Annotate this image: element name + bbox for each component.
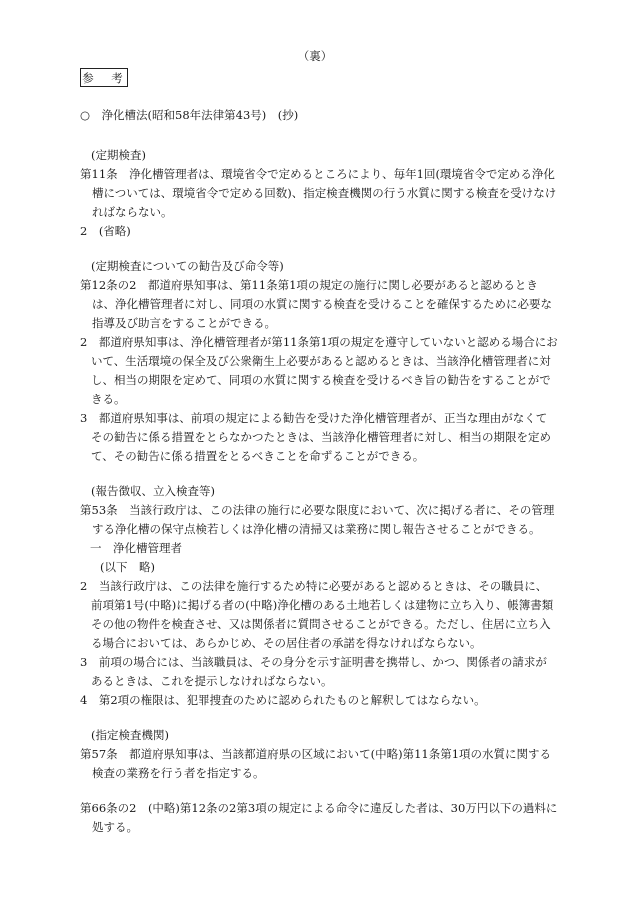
article-paragraph: 4 第2項の権限は、犯罪捜査のために認められたものと解釈してはならない。 (80, 693, 486, 707)
section-heading: (定期検査) (91, 148, 146, 162)
omission-note: (以下 略) (100, 560, 155, 574)
article-paragraph: 第53条 当該行政庁は、この法律の施行に必要な限度において、次に掲げる者に、その管理する浄化槽の保守点検若しくは浄化槽の清掃又は業務に関し報告させることができる。 (80, 503, 555, 536)
article-paragraph: 2 都道府県知事は、浄化槽管理者が第11条第1項の規定を遵守していないと認める場合において、生活環境の保全及び公衆衛生上必要があると認めるときは、当該浄化槽管理者に対し、相当の期限を定めて、同項の水質に関する検査を受けるべき旨の勧告をすることができる。 (80, 335, 558, 406)
article-paragraph: 3 都道府県知事は、前項の規定による勧告を受けた浄化槽管理者が、正当な理由がなくてその勧告に係る措置をとらなかつたときは、当該浄化槽管理者に対し、相当の期限を定めて、その勧告に係る措置をとるべきことを命ずることができる。 (80, 411, 551, 463)
law-section (80, 482, 558, 710)
law-section (80, 726, 558, 783)
law-section (80, 146, 558, 241)
article-paragraph: 3 前項の場合には、当該職員は、その身分を示す証明書を携帯し、かつ、関係者の請求があるときは、これを提示しなければならない。 (80, 655, 547, 688)
reference-label: 参 考 (82, 70, 126, 85)
law-section (80, 799, 558, 837)
article-paragraph: 2 当該行政庁は、この法律を施行するため特に必要があると認めるときは、その職員に、前項第1号(中略)に掲げる者の(中略)浄化槽のある土地若しくは建物に立ち入り、帳簿書類その他の物件を検査させ、又は関係者に質問させることができる。ただし、住居に立ち入る場合においては、あらかじめ、その居住者の承諾を得なければならない。 (80, 579, 554, 650)
article-paragraph: 第12条の2 都道府県知事は、第11条第1項の規定の施行に関し必要があると認めるときは、浄化槽管理者に対し、同項の水質に関する検査を受けることを確保するために必要な指導及び助言をすることができる。 (80, 278, 552, 330)
article-paragraph: 第11条 浄化槽管理者は、環境省令で定めるところにより、毎年1回(環境省令で定める浄化槽については、環境省令で定める回数)、指定検査機関の行う水質に関する検査を受けなければならない。 (80, 167, 557, 219)
section-heading: (報告徴収、立入検査等) (91, 484, 215, 498)
law-excerpt (80, 146, 558, 853)
article-paragraph: 第57条 都道府県知事は、当該都道府県の区域において(中略)第11条第1項の水質に関する検査の業務を行う者を指定する。 (80, 747, 552, 780)
article-paragraph: 第66条の2 (中略)第12条の2第3項の規定による命令に違反した者は、30万円以下の過料に処する。 (80, 801, 558, 834)
law-section (80, 257, 558, 466)
section-heading: (指定検査機関) (91, 728, 169, 742)
reference-box (80, 68, 128, 87)
page-side-label: （裏） (297, 49, 333, 63)
law-title: ○ 浄化槽法(昭和58年法律第43号) (抄) (80, 108, 299, 122)
section-heading: (定期検査についての勧告及び命令等) (91, 259, 284, 273)
article-item: 一 浄化槽管理者 (90, 541, 182, 555)
article-paragraph: 2 (省略) (80, 224, 131, 238)
